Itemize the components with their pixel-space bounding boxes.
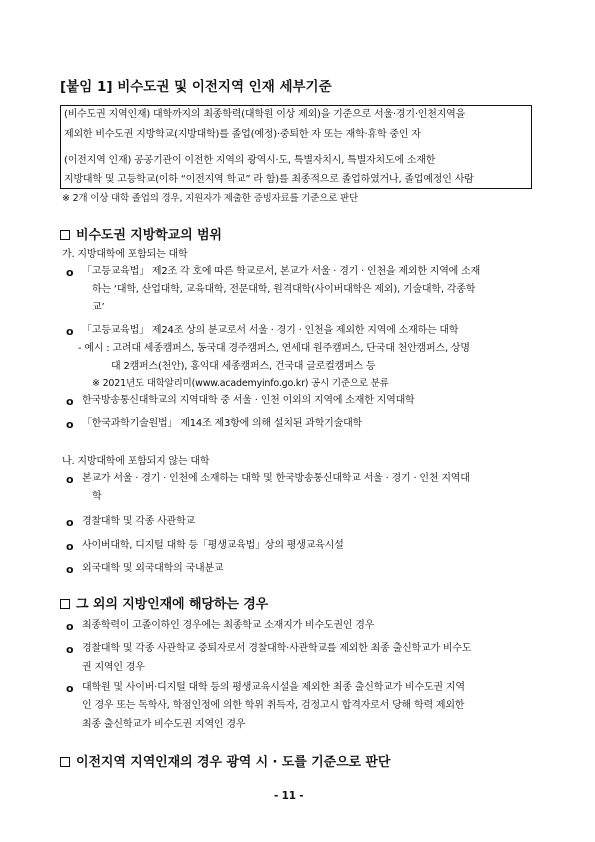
section-header-text: 이전지역 지역인재의 경우 광역 시 · 도를 기준으로 판단 (76, 755, 391, 770)
page-title: [붙임 1] 비수도권 및 이전지역 인재 세부기준 (60, 79, 332, 95)
box-line-2: 제외한 비수도권 지방학교(지방대학)를 졸업(예정)·중퇴한 자 또는 재학·휴학 중인 자 (64, 129, 421, 140)
bullet-icon: o (66, 395, 74, 408)
other-item3-line-1: 대학원 및 사이버·디지털 대학 등의 평생교육시설을 제외한 최종 출신학교가 비수도권 지역 (82, 682, 465, 693)
box-note: ※ 2개 이상 대학 졸업의 경우, 지원자가 제출한 증빙자료를 기준으로 판단 (62, 193, 358, 204)
section-header-relocation-region (60, 756, 390, 770)
box-line-3: (이전지역 인재) 공공기관이 이전한 지역의 광역시·도, 특별자치시, 특별자치도에 소재한 (64, 155, 436, 166)
bullet-icon: o (66, 563, 74, 576)
example-note: ※ 2021년도 대학알리미(www.academyinfo.go.kr) 공시 기준으로 분류 (92, 378, 389, 389)
na-item4: 외국대학 및 외국대학의 국내분교 (82, 563, 224, 574)
item4: 「한국과학기술원법」 제14조 제3항에 의해 설치된 과학기술대학 (82, 418, 363, 429)
na-item1-line-2: 학 (92, 491, 102, 502)
item2: 「고등교육법」 제24조 상의 분교로서 서울 · 경기 · 인천을 제외한 지역에 소재하는 대학 (82, 325, 459, 336)
checkbox-square-icon (60, 230, 70, 240)
bullet-icon: o (66, 540, 74, 553)
section-header-regional-schools (60, 229, 222, 243)
na-item1-line-1: 본교가 서울 · 경기 · 인천에 소재하는 대학 및 한국방송통신대학교 서울 · 경기 · 인천 지역대 (82, 473, 470, 484)
bullet-icon: o (66, 266, 74, 279)
bullet-icon: o (66, 325, 74, 338)
bullet-icon: o (66, 418, 74, 431)
item3: 한국방송통신대학교의 지역대학 중 서울 · 인천 이외의 지역에 소재한 지역대학 (82, 395, 415, 406)
example-line-1: - 예시 : 고려대 세종캠퍼스, 동국대 경주캠퍼스, 연세대 원주캠퍼스, 단국대 천안캠퍼스, 상명 (78, 343, 470, 354)
other-item2-line-1: 경찰대학 및 각종 사관학교 중퇴자로서 경찰대학·사관학교를 제외한 최종 출신학교가 비수도 (82, 643, 472, 654)
bullet-icon: o (66, 620, 74, 633)
example-line-2: 대 2캠퍼스(천안), 홍익대 세종캠퍼스, 건국대 글로컬캠퍼스 등 (111, 361, 376, 372)
item1-line-2: 하는 ‘대학, 산업대학, 교육대학, 전문대학, 원격대학(사이버대학은 제외), 기술대학, 각종학 (92, 284, 476, 295)
section-header-text: 비수도권 지방학교의 범위 (76, 228, 222, 243)
subheading-na: 나. 지방대학에 포함되지 않는 대학 (62, 456, 210, 467)
other-item1: 최종학력이 고졸이하인 경우에는 최종학교 소재지가 비수도권인 경우 (82, 620, 375, 631)
item1-line-1: 「고등교육법」 제2조 각 호에 따른 학교로서, 본교가 서울 · 경기 · 인천을 제외한 지역에 소재 (82, 266, 481, 277)
checkbox-square-icon (60, 757, 70, 767)
page-number: - 11 - (274, 790, 304, 802)
bullet-icon: o (66, 682, 74, 695)
item1-line-3: 교’ (92, 302, 105, 313)
bullet-icon: o (66, 643, 74, 656)
checkbox-square-icon (60, 599, 70, 609)
bullet-icon: o (66, 473, 74, 486)
box-line-1: (비수도권 지역인재) 대학까지의 최종학력(대학원 이상 제외)을 기준으로 서울·경기·인천지역을 (64, 109, 466, 120)
subheading-ga: 가. 지방대학에 포함되는 대학 (62, 249, 188, 260)
section-header-text: 그 외의 지방인재에 해당하는 경우 (76, 597, 269, 612)
na-item3: 사이버대학, 디지털 대학 등「평생교육법」상의 평생교육시설 (82, 540, 344, 551)
section-header-other-regional (60, 598, 268, 612)
box-line-4: 지방대학 및 고등학교(이하 “이전지역 학교” 라 함)를 최종적으로 졸업하였거나, 졸업예정인 사람 (64, 174, 474, 185)
other-item3-line-3: 최종 출신학교가 비수도권 지역인 경우 (82, 719, 246, 730)
other-item2-line-2: 권 지역인 경우 (82, 662, 145, 673)
bullet-icon: o (66, 516, 74, 529)
na-item2: 경찰대학 및 각종 사관학교 (82, 516, 195, 527)
other-item3-line-2: 인 경우 또는 독학사, 학점인정에 의한 학위 취득자, 검정고시 합격자로서 당해 학력 제외한 (82, 700, 465, 711)
